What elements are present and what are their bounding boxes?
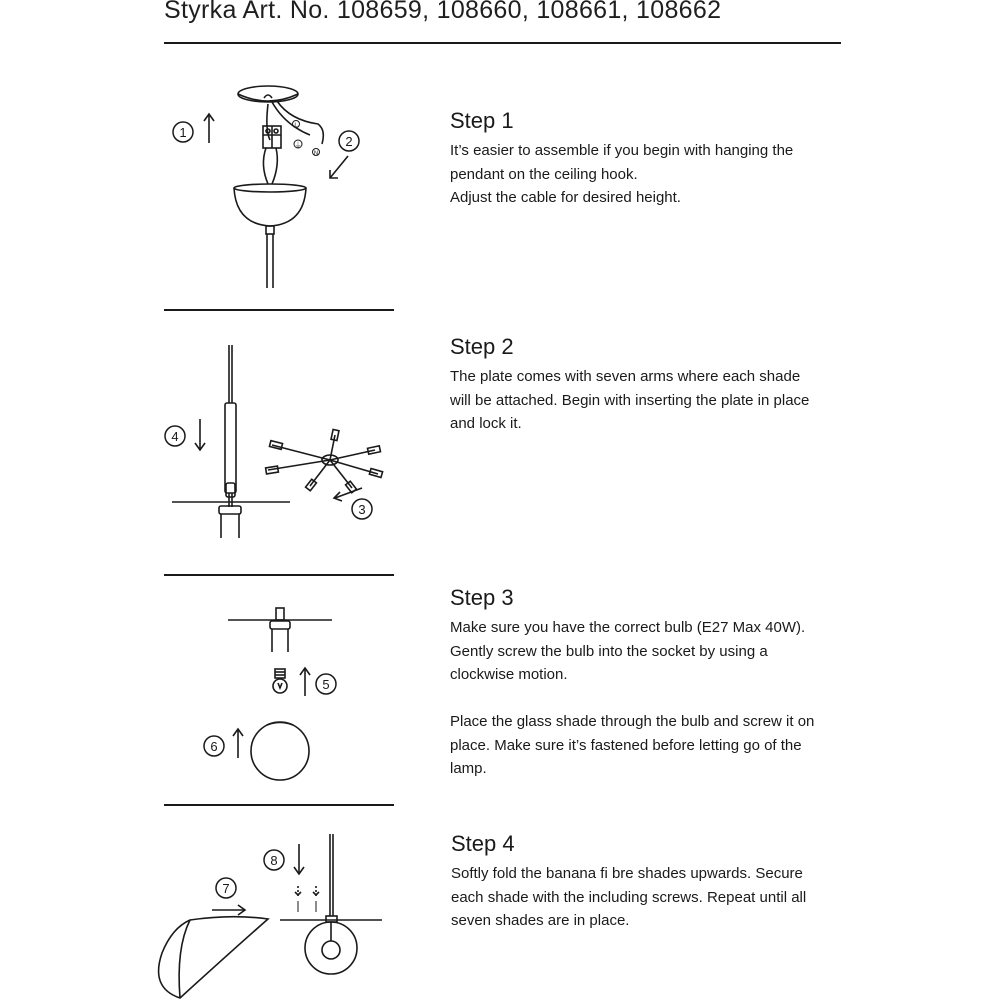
step-3-line: Make sure you have the correct bulb (E27 Max 40W). [450, 619, 806, 636]
section-divider [164, 804, 394, 806]
step-2-line: The plate comes with seven arms where each shade [450, 368, 801, 385]
arrow-left-icon [334, 488, 362, 501]
arrow-down-left-icon [330, 156, 348, 178]
page-title: Styrka Art. No. 108659, 108660, 108661, 108662 [164, 0, 722, 24]
step-3-line: Gently screw the bulb into the socket by using a [450, 642, 768, 660]
step-1-line: Adjust the cable for desired height. [450, 189, 681, 206]
callout-2 [339, 131, 359, 151]
step-2-line: and lock it. [450, 415, 522, 432]
svg-text:6: 6 [210, 739, 218, 754]
step-1-illustration [150, 80, 400, 295]
callout-7 [216, 878, 236, 898]
step-4-line: Softly fold the banana fi bre shades upwards. Secure [451, 865, 803, 882]
callout-5 [316, 674, 336, 694]
step-3-line: lamp. [450, 760, 487, 777]
step-3-block [450, 584, 850, 781]
step-1-block [450, 107, 850, 210]
arrow-down-icon [195, 419, 205, 450]
step-2-block [450, 333, 850, 436]
step-3-title: Step 3 [450, 585, 514, 610]
callout-6 [204, 736, 224, 756]
arrow-down-icon [294, 844, 304, 874]
step-3-illustration [150, 598, 400, 793]
callout-4 [165, 426, 185, 446]
svg-text:1: 1 [179, 125, 187, 140]
svg-text:3: 3 [358, 502, 366, 517]
svg-text:N: N [313, 151, 319, 157]
svg-text:7: 7 [222, 881, 230, 896]
step-3-line: clockwise motion. [450, 666, 568, 683]
arrow-right-icon [212, 905, 245, 915]
svg-text:2: 2 [345, 134, 353, 149]
step-4-title: Step 4 [451, 831, 515, 856]
arrow-up-icon [233, 729, 243, 758]
step-3-line: place. Make sure it’s fastened before letting go of the [450, 736, 802, 754]
arrow-up-icon [300, 668, 310, 696]
svg-text:8: 8 [270, 853, 278, 868]
callout-1 [173, 122, 193, 142]
section-divider [164, 574, 394, 576]
step-2-illustration [150, 335, 400, 555]
svg-text:⏚: ⏚ [294, 142, 302, 149]
bulb-icon [273, 669, 287, 693]
screw-icon [295, 886, 301, 912]
callout-8 [264, 850, 284, 870]
step-2-title: Step 2 [450, 334, 514, 359]
arrow-up-icon [204, 114, 214, 143]
paragraph-gap [450, 687, 850, 711]
step-4-line: each shade with the including screws. Repeat until all [451, 888, 807, 906]
callout-3 [352, 499, 372, 519]
step-4-line: seven shades are in place. [451, 912, 630, 929]
header-divider [164, 42, 841, 44]
section-divider [164, 309, 394, 311]
svg-text:4: 4 [171, 429, 179, 444]
step-1-line: pendant on the ceiling hook. [450, 165, 638, 183]
step-4-illustration [150, 828, 400, 1000]
step-3-line: Place the glass shade through the bulb and screw it on [450, 713, 815, 730]
step-4-block [451, 830, 851, 933]
screw-icon [313, 886, 319, 912]
step-1-line: It’s easier to assemble if you begin with hanging the [450, 142, 794, 159]
svg-text:L: L [294, 123, 298, 129]
step-1-title: Step 1 [450, 108, 514, 133]
svg-text:5: 5 [322, 677, 330, 692]
step-2-line: will be attached. Begin with inserting the plate in place [450, 391, 810, 409]
